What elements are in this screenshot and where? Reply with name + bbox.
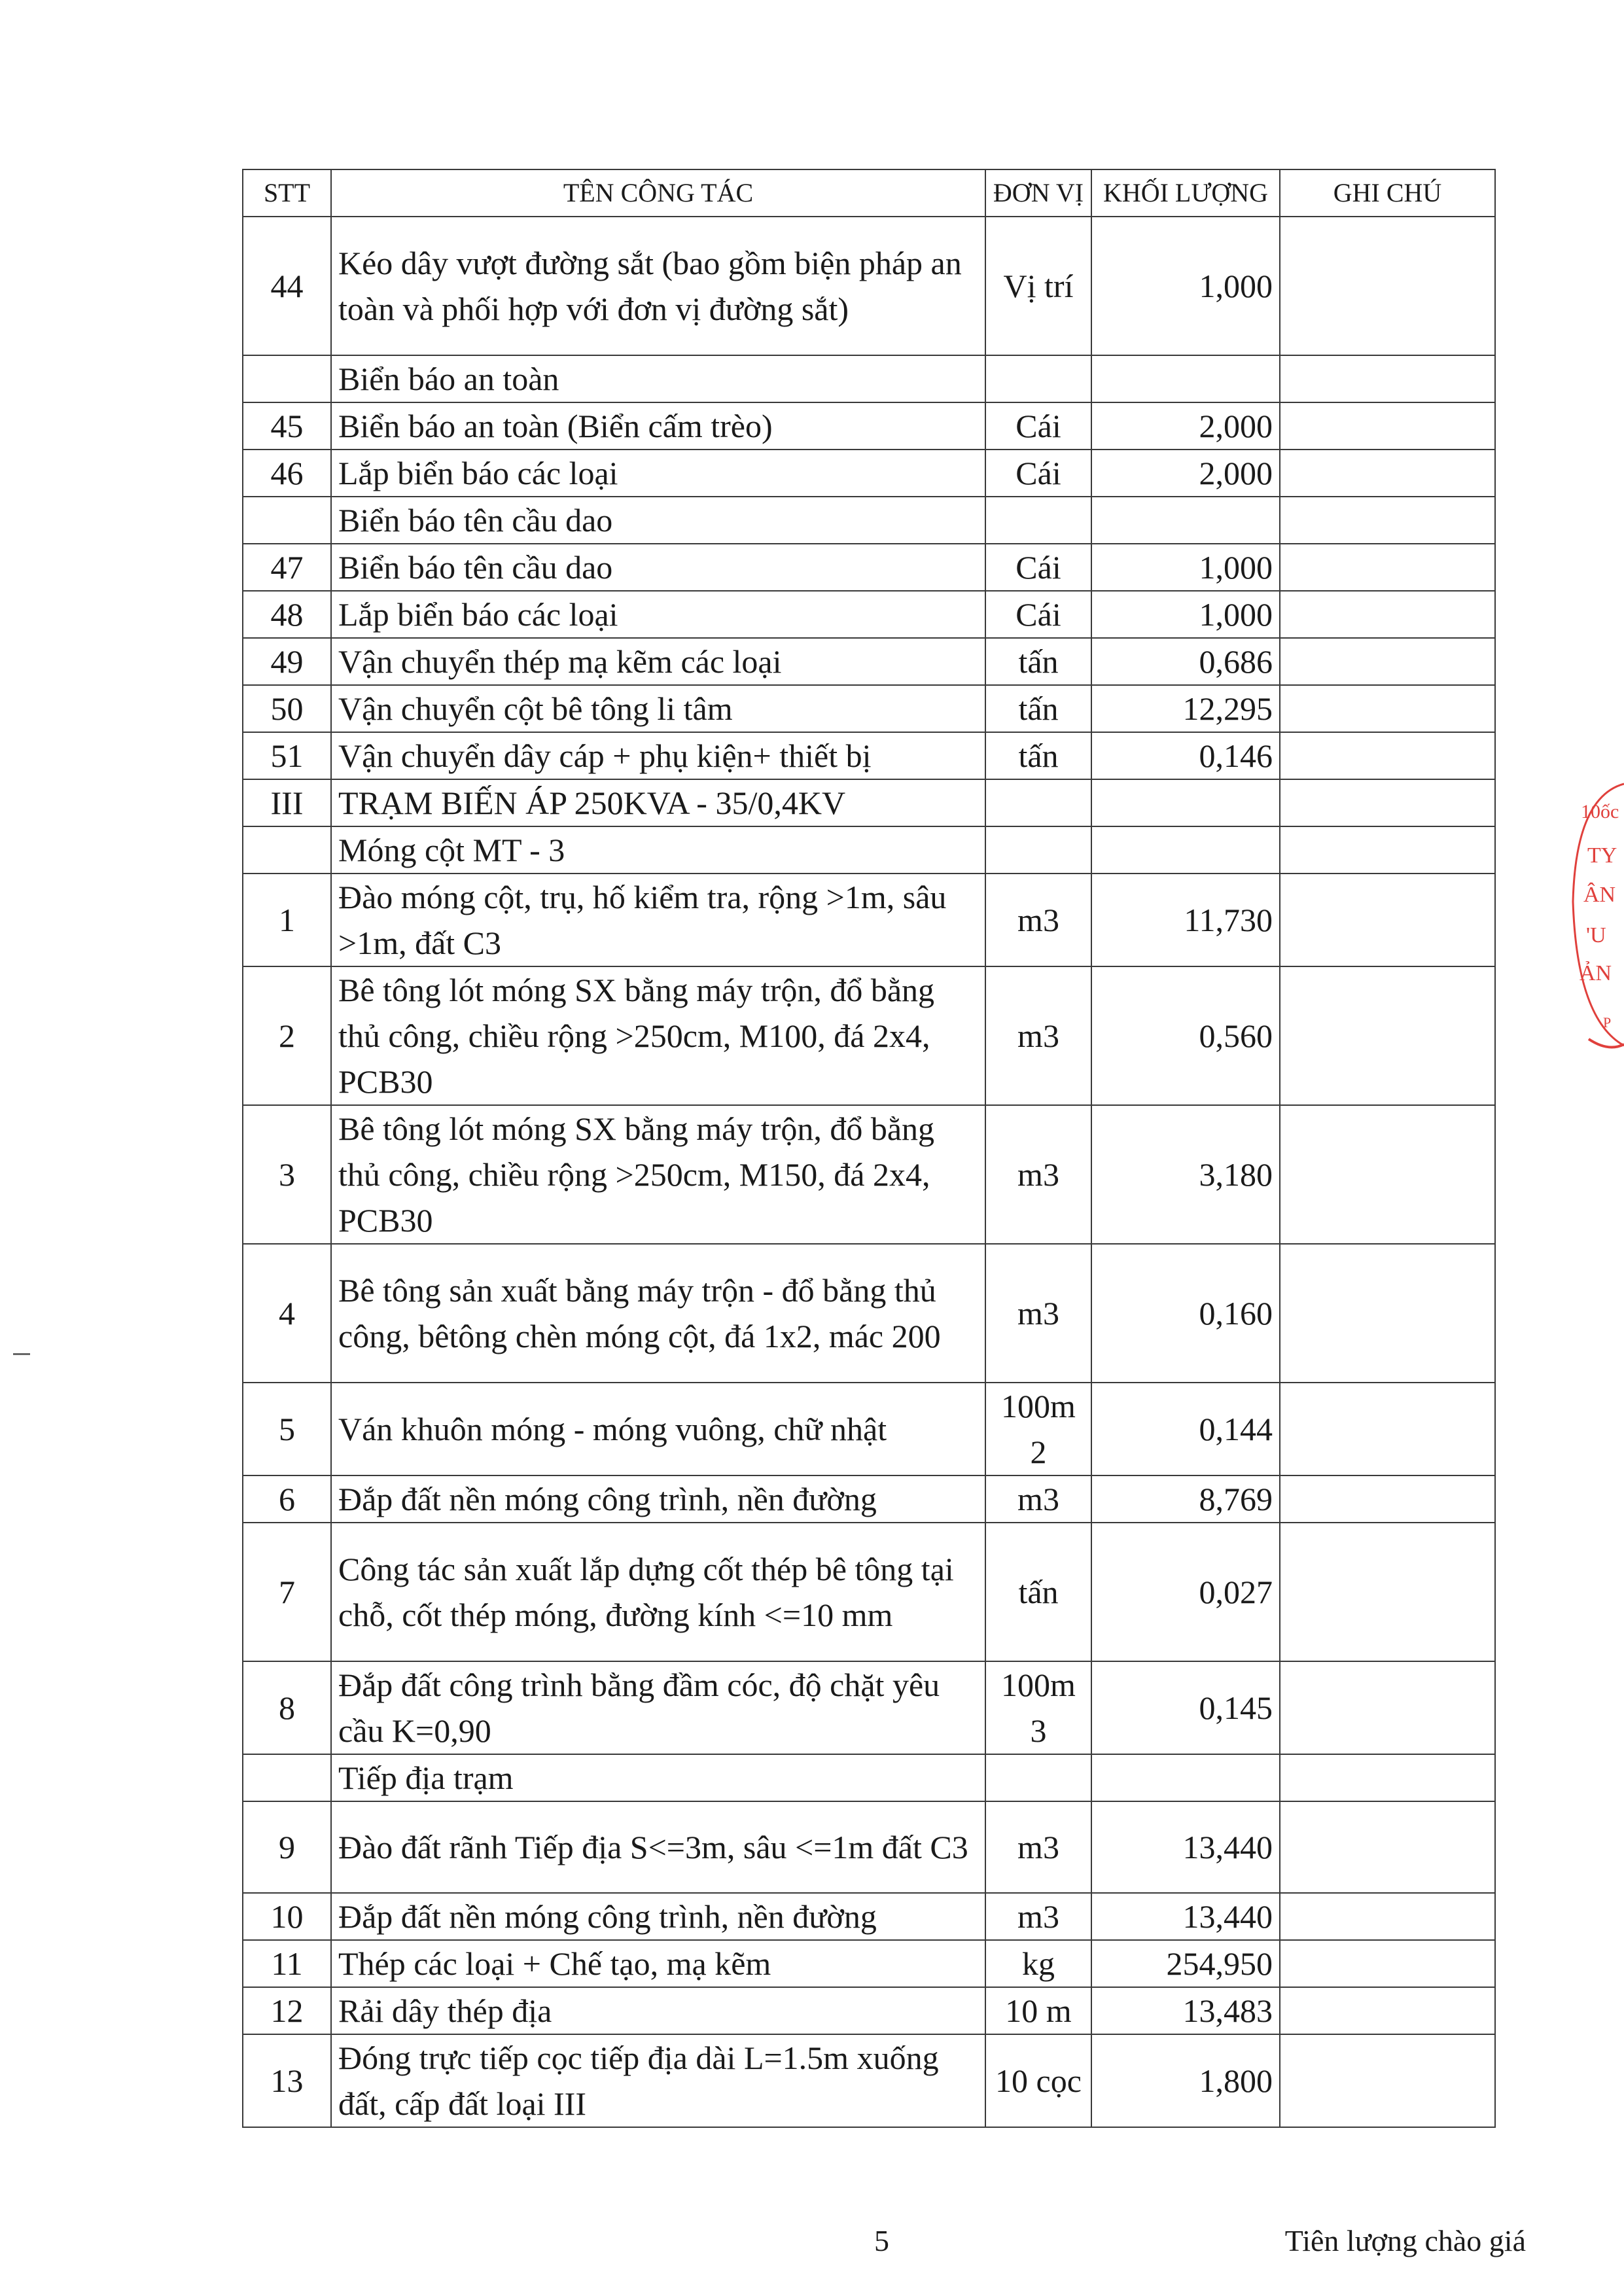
table-row: [243, 217, 1495, 355]
row-stt: 4: [243, 1244, 331, 1383]
table-body: [243, 217, 1495, 2127]
row-unit: tấn: [985, 1523, 1091, 1661]
row-name: Ván khuôn móng - móng vuông, chữ nhật: [331, 1383, 985, 1475]
row-unit: Cái: [985, 591, 1091, 638]
row-quantity: 0,160: [1091, 1244, 1280, 1383]
row-name: Đắp đất nền móng công trình, nền đường: [331, 1893, 985, 1940]
table-row: [243, 1383, 1495, 1475]
row-quantity: 13,440: [1091, 1893, 1280, 1940]
row-name: TRẠM BIẾN ÁP 250KVA - 35/0,4KV: [331, 779, 985, 826]
row-stt: 1: [243, 874, 331, 966]
row-name: Tiếp địa trạm: [331, 1754, 985, 1801]
row-quantity: 0,686: [1091, 638, 1280, 685]
row-unit: m3: [985, 1801, 1091, 1893]
row-stt: [243, 826, 331, 874]
row-unit: Cái: [985, 450, 1091, 497]
row-quantity: 2,000: [1091, 450, 1280, 497]
row-note: [1280, 1523, 1495, 1661]
row-stt: [243, 1754, 331, 1801]
row-quantity: 3,180: [1091, 1105, 1280, 1244]
row-stt: 48: [243, 591, 331, 638]
row-note: [1280, 355, 1495, 402]
page-number: 5: [874, 2224, 889, 2257]
row-quantity: 0,145: [1091, 1661, 1280, 1754]
header-quantity: KHỐI LƯỢNG: [1091, 169, 1280, 217]
row-note: [1280, 1475, 1495, 1523]
row-stt: 45: [243, 402, 331, 450]
row-note: [1280, 966, 1495, 1105]
row-quantity: 1,000: [1091, 591, 1280, 638]
table-row: [243, 1801, 1495, 1893]
row-stt: 12: [243, 1987, 331, 2034]
row-unit: m3: [985, 1475, 1091, 1523]
row-quantity: 1,800: [1091, 2034, 1280, 2127]
row-stt: 9: [243, 1801, 331, 1893]
stamp-text-3: ÂN: [1583, 883, 1616, 907]
row-name: Đào móng cột, trụ, hố kiểm tra, rộng >1m, sâu >1m, đất C3: [331, 874, 985, 966]
row-note: [1280, 1987, 1495, 2034]
row-note: [1280, 1801, 1495, 1893]
row-note: [1280, 1244, 1495, 1383]
row-stt: 11: [243, 1940, 331, 1987]
row-quantity: [1091, 826, 1280, 874]
row-name: Móng cột MT - 3: [331, 826, 985, 874]
table-row: [243, 966, 1495, 1105]
row-quantity: 0,146: [1091, 732, 1280, 779]
row-stt: 2: [243, 966, 331, 1105]
row-stt: 3: [243, 1105, 331, 1244]
row-note: [1280, 779, 1495, 826]
row-unit: m3: [985, 966, 1091, 1105]
row-note: [1280, 2034, 1495, 2127]
table-row: [243, 402, 1495, 450]
row-name: Biển báo an toàn: [331, 355, 985, 402]
table-row: [243, 450, 1495, 497]
table-row: [243, 544, 1495, 591]
stamp-ring: [1573, 784, 1624, 1046]
row-unit: Cái: [985, 544, 1091, 591]
row-unit: tấn: [985, 732, 1091, 779]
row-unit: Vị trí: [985, 217, 1091, 355]
row-stt: 6: [243, 1475, 331, 1523]
row-quantity: 1,000: [1091, 544, 1280, 591]
stamp-text-4: 'U: [1586, 923, 1606, 947]
section-row: [243, 497, 1495, 544]
row-stt: 7: [243, 1523, 331, 1661]
row-note: [1280, 732, 1495, 779]
section-row: [243, 355, 1495, 402]
row-stt: 51: [243, 732, 331, 779]
row-unit: [985, 826, 1091, 874]
row-name: Vận chuyển cột bê tông li tâm: [331, 685, 985, 732]
row-unit: [985, 355, 1091, 402]
row-name: Vận chuyển dây cáp + phụ kiện+ thiết bị: [331, 732, 985, 779]
row-quantity: [1091, 779, 1280, 826]
row-unit: 100m 3: [985, 1661, 1091, 1754]
row-unit: kg: [985, 1940, 1091, 1987]
row-note: [1280, 826, 1495, 874]
row-stt: 49: [243, 638, 331, 685]
row-quantity: [1091, 497, 1280, 544]
row-quantity: 13,440: [1091, 1801, 1280, 1893]
row-unit: [985, 1754, 1091, 1801]
row-name: Lắp biển báo các loại: [331, 591, 985, 638]
row-unit: 10 cọc: [985, 2034, 1091, 2127]
row-stt: 5: [243, 1383, 331, 1475]
header-stt: STT: [243, 169, 331, 217]
row-unit: tấn: [985, 638, 1091, 685]
row-unit: m3: [985, 1105, 1091, 1244]
row-quantity: [1091, 1754, 1280, 1801]
header-note: GHI CHÚ: [1280, 169, 1495, 217]
row-quantity: 8,769: [1091, 1475, 1280, 1523]
row-unit: m3: [985, 1244, 1091, 1383]
section-row: [243, 779, 1495, 826]
row-unit: m3: [985, 1893, 1091, 1940]
row-quantity: 11,730: [1091, 874, 1280, 966]
row-note: [1280, 544, 1495, 591]
stamp-text-5: ẢN: [1580, 961, 1612, 985]
row-note: [1280, 1105, 1495, 1244]
stamp-text-6: P: [1603, 1014, 1612, 1031]
table-row: [243, 685, 1495, 732]
header-unit: ĐƠN VỊ: [985, 169, 1091, 217]
estimate-table: [242, 169, 1496, 2128]
row-name: Bê tông lót móng SX bằng máy trộn, đổ bằng thủ công, chiều rộng >250cm, M100, đá 2x4, PCB30: [331, 966, 985, 1105]
table-row: [243, 591, 1495, 638]
margin-mark: [13, 1353, 30, 1355]
header-name: TÊN CÔNG TÁC: [331, 169, 985, 217]
row-stt: 46: [243, 450, 331, 497]
row-stt: [243, 355, 331, 402]
row-name: Bê tông sản xuất bằng máy trộn - đổ bằng thủ công, bêtông chèn móng cột, đá 1x2, mác 200: [331, 1244, 985, 1383]
row-stt: 50: [243, 685, 331, 732]
row-name: Vận chuyển thép mạ kẽm các loại: [331, 638, 985, 685]
row-note: [1280, 402, 1495, 450]
row-name: Kéo dây vượt đường sắt (bao gồm biện pháp an toàn và phối hợp với đơn vị đường sắt): [331, 217, 985, 355]
row-unit: tấn: [985, 685, 1091, 732]
table-row: [243, 1987, 1495, 2034]
row-name: Đắp đất nền móng công trình, nền đường: [331, 1475, 985, 1523]
row-quantity: 0,144: [1091, 1383, 1280, 1475]
row-unit: [985, 779, 1091, 826]
row-quantity: 0,027: [1091, 1523, 1280, 1661]
row-name: Bê tông lót móng SX bằng máy trộn, đổ bằng thủ công, chiều rộng >250cm, M150, đá 2x4, PCB30: [331, 1105, 985, 1244]
table-row: [243, 1244, 1495, 1383]
row-name: Thép các loại + Chế tạo, mạ kẽm: [331, 1940, 985, 1987]
table-row: [243, 638, 1495, 685]
row-stt: [243, 497, 331, 544]
row-unit: Cái: [985, 402, 1091, 450]
row-name: Lắp biển báo các loại: [331, 450, 985, 497]
section-row: [243, 826, 1495, 874]
row-stt: 10: [243, 1893, 331, 1940]
row-note: [1280, 1940, 1495, 1987]
row-quantity: 254,950: [1091, 1940, 1280, 1987]
table-row: [243, 2034, 1495, 2127]
row-note: [1280, 591, 1495, 638]
row-unit: [985, 497, 1091, 544]
table-row: [243, 732, 1495, 779]
row-note: [1280, 450, 1495, 497]
header-row: [243, 169, 1495, 217]
row-note: [1280, 874, 1495, 966]
row-name: Đào đất rãnh Tiếp địa S<=3m, sâu <=1m đất C3: [331, 1801, 985, 1893]
company-stamp: [1569, 771, 1624, 1059]
row-note: [1280, 1893, 1495, 1940]
stamp-text-2: TY: [1587, 843, 1617, 868]
table-row: [243, 1523, 1495, 1661]
row-note: [1280, 217, 1495, 355]
row-name: Công tác sản xuất lắp dựng cốt thép bê tông tại chỗ, cốt thép móng, đường kính <=10 mm: [331, 1523, 985, 1661]
table-row: [243, 1105, 1495, 1244]
footer-note: Tiên lượng chào giá: [1284, 2224, 1526, 2257]
row-quantity: 12,295: [1091, 685, 1280, 732]
row-unit: 10 m: [985, 1987, 1091, 2034]
row-quantity: 1,000: [1091, 217, 1280, 355]
row-note: [1280, 1754, 1495, 1801]
table-row: [243, 874, 1495, 966]
table-row: [243, 1940, 1495, 1987]
row-note: [1280, 1383, 1495, 1475]
row-note: [1280, 685, 1495, 732]
table-row: [243, 1893, 1495, 1940]
row-quantity: [1091, 355, 1280, 402]
table-row: [243, 1475, 1495, 1523]
row-name: Đắp đất công trình bằng đầm cóc, độ chặt yêu cầu K=0,90: [331, 1661, 985, 1754]
row-stt: 47: [243, 544, 331, 591]
row-stt: 44: [243, 217, 331, 355]
row-stt: 8: [243, 1661, 331, 1754]
row-stt: III: [243, 779, 331, 826]
row-name: Rải dây thép địa: [331, 1987, 985, 2034]
row-quantity: 13,483: [1091, 1987, 1280, 2034]
row-name: Biển báo tên cầu dao: [331, 544, 985, 591]
row-name: Đóng trực tiếp cọc tiếp địa dài L=1.5m xuống đất, cấp đất loại III: [331, 2034, 985, 2127]
row-note: [1280, 497, 1495, 544]
row-note: [1280, 1661, 1495, 1754]
row-note: [1280, 638, 1495, 685]
row-unit: 100m 2: [985, 1383, 1091, 1475]
row-quantity: 0,560: [1091, 966, 1280, 1105]
row-unit: m3: [985, 874, 1091, 966]
table-row: [243, 1661, 1495, 1754]
row-name: Biển báo an toàn (Biển cấm trèo): [331, 402, 985, 450]
row-stt: 13: [243, 2034, 331, 2127]
stamp-text-1: 10ốc: [1581, 801, 1619, 822]
row-name: Biển báo tên cầu dao: [331, 497, 985, 544]
row-quantity: 2,000: [1091, 402, 1280, 450]
section-row: [243, 1754, 1495, 1801]
